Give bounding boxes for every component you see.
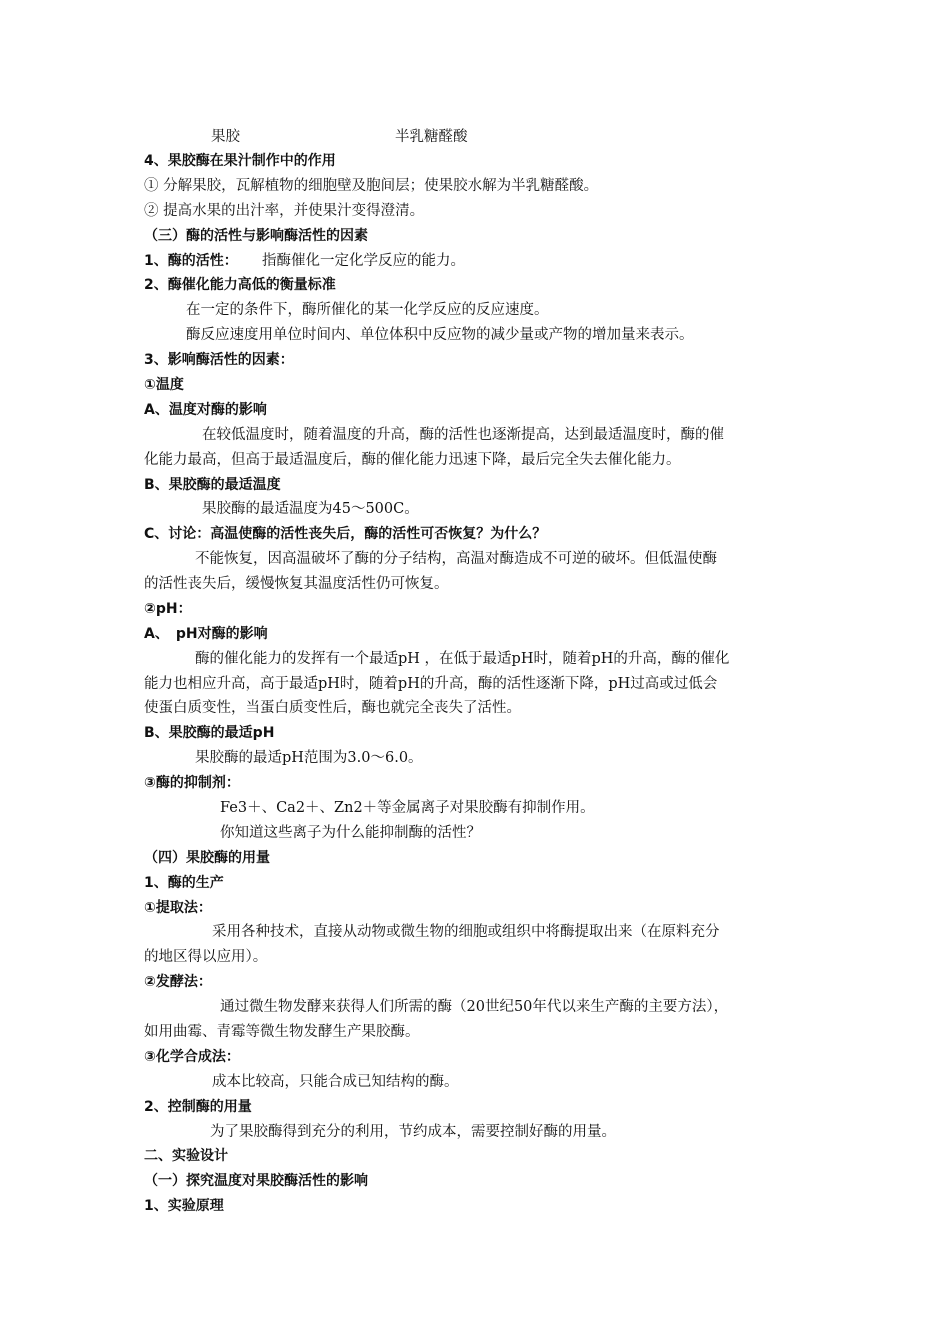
paragraph-line: 如用曲霉、青霉等微生物发酵生产果胶酶。 [144, 1024, 420, 1040]
heading-enzyme-production: 1、酶的生产 [144, 875, 224, 891]
text-galacturonic-acid: 半乳糖醛酸 [395, 129, 468, 145]
paragraph-line: 酶反应速度用单位时间内、单位体积中反应物的减少量或产物的增加量来表示。 [186, 327, 694, 343]
heading-enzyme-activity-definition: 1、酶的活性： [144, 253, 238, 269]
heading-inhibitors: ③酶的抑制剂： [144, 775, 240, 791]
paragraph-line: 采用各种技术，直接从动物或微生物的细胞或组织中将酶提取出来（在原料充分 [212, 924, 720, 940]
heading-pectinase-role: 4、果胶酶在果汁制作中的作用 [144, 153, 336, 169]
heading-experiment-principle: 1、实验原理 [144, 1198, 224, 1214]
paragraph-line: 不能恢复，因高温破坏了酶的分子结构，高温对酶造成不可逆的破坏。但低温使酶 [195, 551, 717, 567]
heading-fermentation: ②发酵法： [144, 974, 212, 990]
paragraph-line: ① 分解果胶，瓦解植物的细胞壁及胞间层；使果胶水解为半乳糖醛酸。 [144, 178, 599, 194]
section-heading-temperature-experiment: （一）探究温度对果胶酶活性的影响 [144, 1173, 368, 1189]
paragraph-line: 化能力最高，但高于最适温度后，酶的催化能力迅速下降，最后完全失去催化能力。 [144, 452, 681, 468]
paragraph-line: 酶的催化能力的发挥有一个最适pH ，在低于最适pH时，随着pH的升高，酶的催化 [195, 651, 730, 667]
heading-temperature: ①温度 [144, 377, 184, 393]
paragraph-line: Fe3＋、Ca2＋、Zn2＋等金属离子对果胶酶有抑制作用。 [220, 800, 595, 816]
heading-ph-effect: A、 pH对酶的影响 [144, 626, 268, 642]
heading-factors: 3、影响酶活性的因素： [144, 352, 294, 368]
heading-extraction: ①提取法： [144, 900, 212, 916]
paragraph-line: 成本比较高，只能合成已知结构的酶。 [212, 1074, 459, 1090]
section-heading-enzyme-activity: （三）酶的活性与影响酶活性的因素 [144, 228, 368, 244]
heading-optimal-temperature: B、果胶酶的最适温度 [144, 477, 281, 493]
paragraph-line: 在一定的条件下，酶所催化的某一化学反应的反应速度。 [186, 302, 549, 318]
heading-measurement-standard: 2、酶催化能力高低的衡量标准 [144, 277, 336, 293]
heading-experiment-design: 二、实验设计 [144, 1148, 228, 1164]
heading-ph: ②pH： [144, 601, 192, 617]
paragraph-line: 通过微生物发酵来获得人们所需的酶（20世纪50年代以来生产酶的主要方法）， [220, 999, 729, 1015]
paragraph-line: 果胶酶的最适温度为45～500C。 [202, 501, 419, 517]
paragraph-line: 能力也相应升高，高于最适pH时，随着pH的升高，酶的活性逐渐下降，pH过高或过低会 [144, 676, 718, 692]
heading-temperature-effect: A、温度对酶的影响 [144, 402, 267, 418]
heading-discussion: C、讨论：高温使酶的活性丧失后，酶的活性可否恢复？为什么？ [144, 526, 547, 542]
paragraph-line: 你知道这些离子为什么能抑制酶的活性？ [220, 825, 481, 841]
heading-control-dosage: 2、控制酶的用量 [144, 1099, 252, 1115]
heading-optimal-ph: B、果胶酶的最适pH [144, 725, 275, 741]
paragraph-line: 在较低温度时，随着温度的升高，酶的活性也逐渐提高，达到最适温度时，酶的催 [202, 427, 724, 443]
paragraph-line: ② 提高水果的出汁率，并使果汁变得澄清。 [144, 203, 425, 219]
paragraph-line: 使蛋白质变性，当蛋白质变性后，酶也就完全丧失了活性。 [144, 700, 521, 716]
paragraph-line: 指酶催化一定化学反应的能力。 [262, 253, 465, 269]
paragraph-line: 的活性丧失后，缓慢恢复其温度活性仍可恢复。 [144, 576, 449, 592]
paragraph-line: 为了果胶酶得到充分的利用，节约成本，需要控制好酶的用量。 [210, 1124, 616, 1140]
section-heading-pectinase-dosage: （四）果胶酶的用量 [144, 850, 270, 866]
heading-chemical-synthesis: ③化学合成法： [144, 1049, 240, 1065]
text-pectin: 果胶 [211, 129, 240, 145]
paragraph-line: 的地区得以应用）。 [144, 949, 268, 965]
paragraph-line: 果胶酶的最适pH范围为3.0～6.0。 [195, 750, 423, 766]
